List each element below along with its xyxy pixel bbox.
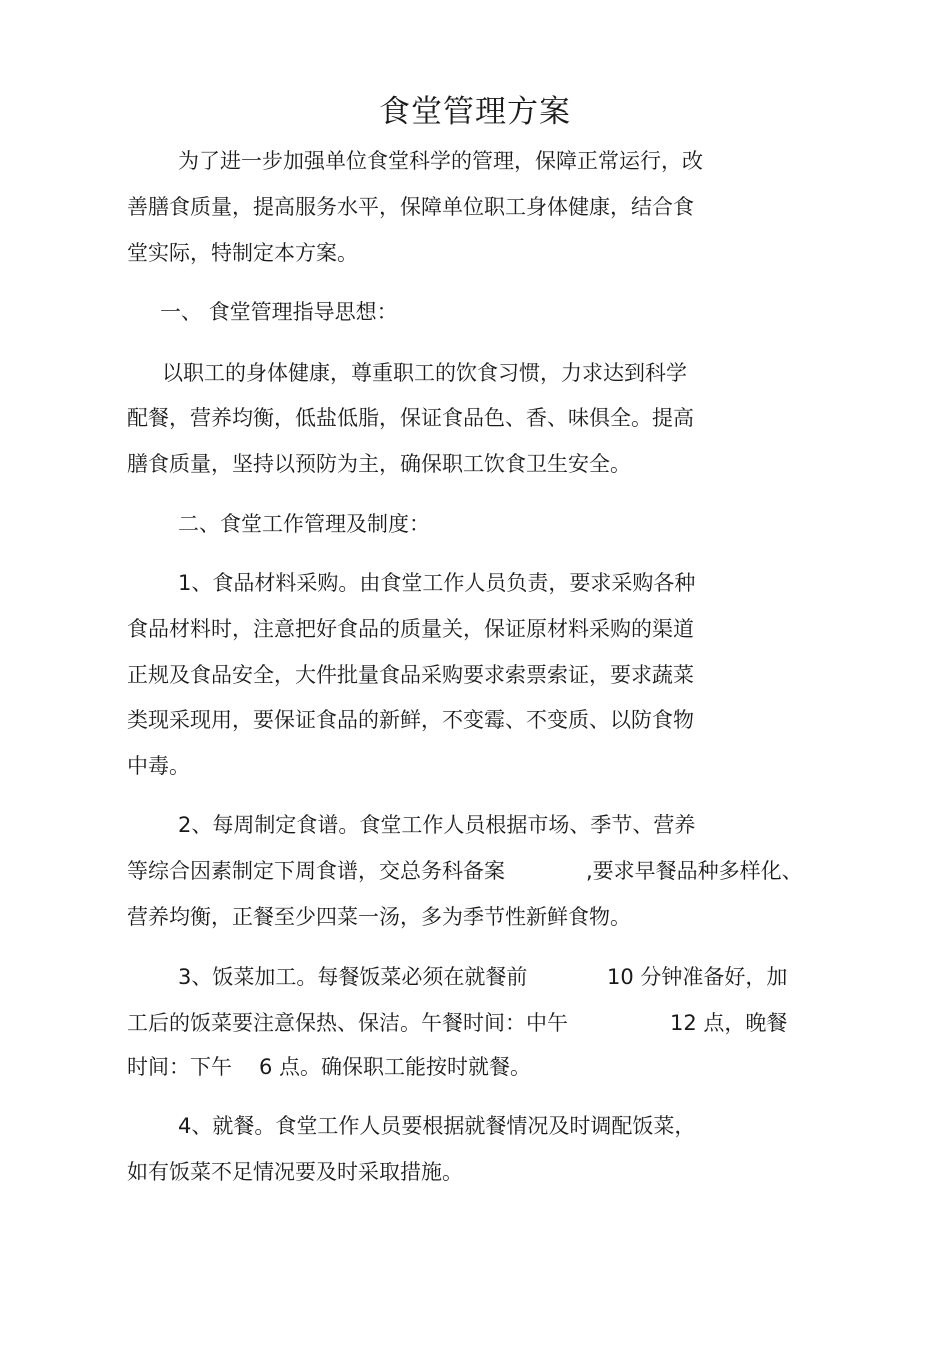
item-4-line-1: 4、就餐。食堂工作人员要根据就餐情况及时调配饭菜，	[178, 1114, 696, 1138]
item-4-line-2: 如有饭菜不足情况要及时采取措施。	[127, 1160, 463, 1184]
item-3-line-3a: 时间：下午	[127, 1055, 232, 1079]
intro-line-1: 为了进一步加强单位食堂科学的管理，保障正常运行，改	[178, 149, 703, 173]
item-2-line-1: 2、每周制定食谱。食堂工作人员根据市场、季节、营养	[178, 813, 696, 837]
document-title: 食堂管理方案	[379, 94, 571, 130]
item-1-line-5: 中毒。	[127, 754, 190, 778]
item-3-line-2b: 12 点，晚餐	[670, 1011, 788, 1035]
item-1-line-2: 食品材料时，注意把好食品的质量关，保证原材料采购的渠道	[127, 617, 694, 641]
item-3-line-1b: 10 分钟准备好，加	[607, 965, 788, 989]
item-1-line-1: 1、食品材料采购。由食堂工作人员负责，要求采购各种	[178, 571, 696, 595]
item-1-line-4: 类现采现用，要保证食品的新鲜，不变霉、不变质、以防食物	[127, 708, 694, 732]
item-2-line-2b: ,要求早餐品种多样化、	[586, 859, 803, 883]
section-1-line-3: 膳食质量，坚持以预防为主，确保职工饮食卫生安全。	[127, 452, 631, 476]
item-3-line-1a: 3、饭菜加工。每餐饭菜必须在就餐前	[178, 965, 528, 989]
item-3-line-2a: 工后的饭菜要注意保热、保洁。午餐时间：中午	[127, 1011, 568, 1035]
section-1-heading: 一、 食堂管理指导思想：	[160, 300, 398, 324]
section-2-heading: 二、食堂工作管理及制度：	[178, 512, 430, 536]
item-1-line-3: 正规及食品安全，大件批量食品采购要求索票索证，要求蔬菜	[127, 663, 694, 687]
intro-line-2: 善膳食质量，提高服务水平，保障单位职工身体健康，结合食	[127, 195, 694, 219]
section-1-line-2: 配餐，营养均衡，低盐低脂，保证食品色、香、味俱全。提高	[127, 406, 694, 430]
item-2-line-2a: 等综合因素制定下周食谱，交总务科备案	[127, 859, 505, 883]
item-2-line-3: 营养均衡，正餐至少四菜一汤，多为季节性新鲜食物。	[127, 905, 631, 929]
section-1-line-1: 以职工的身体健康，尊重职工的饮食习惯，力求达到科学	[162, 361, 687, 385]
item-3-line-3b: 6 点。确保职工能按时就餐。	[259, 1055, 532, 1079]
intro-line-3: 堂实际，特制定本方案。	[127, 241, 358, 265]
